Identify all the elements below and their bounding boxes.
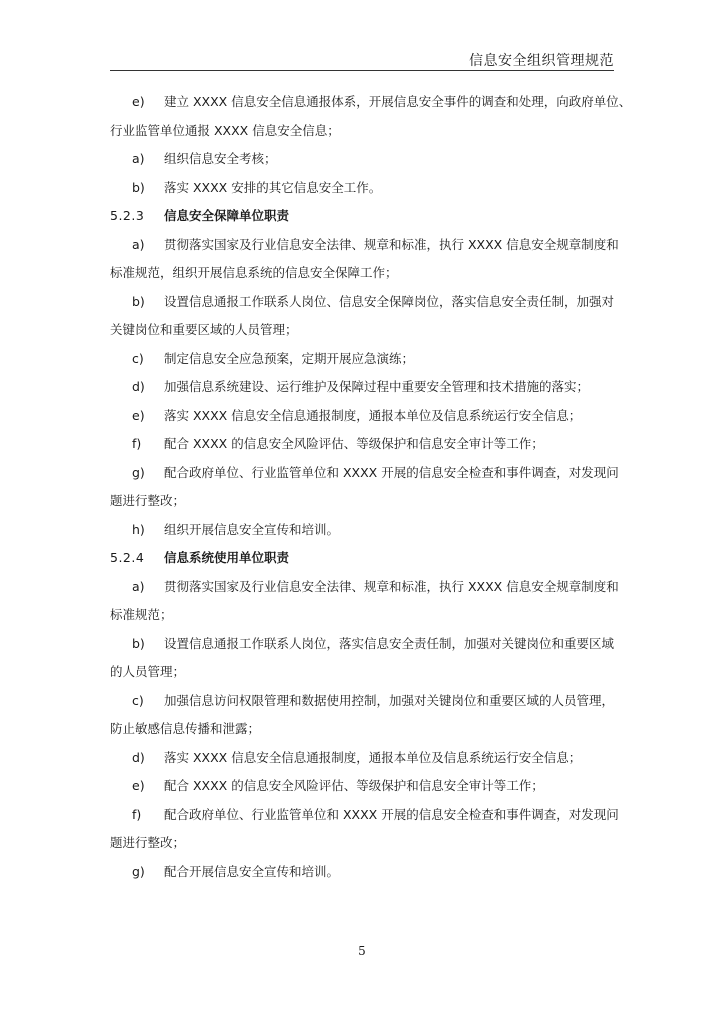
list-item [110, 402, 614, 431]
list-item-text: 配合开展信息安全宣传和培训。 [164, 863, 340, 879]
list-item-text: 建立 XXXX 信息安全信息通报体系，开展信息安全事件的调查和处理，向政府单位、 [164, 94, 632, 109]
list-marker: e) [132, 407, 145, 423]
list-item-text: 配合政府单位、行业监管单位和 XXXX 开展的信息安全检查和事件调查，对发现问 [164, 806, 619, 822]
section-number: 5.2.4 [110, 550, 145, 565]
list-marker: b) [132, 635, 145, 651]
list-item [110, 573, 619, 602]
list-marker: g) [132, 464, 145, 480]
list-item-text: 落实 XXXX 安排的其它信息安全工作。 [164, 179, 382, 195]
list-marker: d) [132, 379, 145, 394]
page-number: 5 [358, 944, 366, 958]
list-marker: a) [132, 151, 145, 166]
list-marker: d) [132, 749, 145, 765]
list-item [110, 288, 614, 317]
list-item-text: 配合政府单位、行业监管单位和 XXXX 开展的信息安全检查和事件调查，对发现问 [164, 464, 619, 480]
continuation-line: 行业监管单位通报 XXXX 信息安全信息； [110, 122, 340, 138]
list-item-text: 贯彻落实国家及行业信息安全法律、规章和标准，执行 XXXX 信息安全规章制度和 [164, 578, 619, 594]
list-marker: c) [132, 350, 144, 366]
section-title: 信息安全保障单位职责 [164, 208, 290, 223]
list-item [110, 174, 614, 203]
list-item-text: 落实 XXXX 信息安全信息通报制度，通报本单位及信息系统运行安全信息； [164, 749, 582, 765]
list-item [110, 345, 614, 374]
list-marker: b) [132, 293, 145, 309]
list-item [110, 430, 614, 459]
section-title: 信息系统使用单位职责 [164, 550, 290, 565]
list-item-text: 组织信息安全考核； [164, 151, 277, 166]
list-item [110, 630, 614, 659]
list-item-text: 加强信息访问权限管理和数据使用控制，加强对关键岗位和重要区域的人员管理， [164, 692, 615, 708]
continuation-line: 关键岗位和重要区域的人员管理； [110, 322, 298, 337]
list-marker: f) [132, 436, 142, 451]
list-marker: c) [132, 692, 144, 708]
page-header [110, 48, 614, 71]
list-marker: a) [132, 236, 145, 252]
list-item-text: 制定信息安全应急预案，定期开展应急演练； [164, 350, 415, 366]
list-item-text: 设置信息通报工作联系人岗位、信息安全保障岗位，落实信息安全责任制，加强对 [164, 293, 615, 309]
list-item [110, 88, 632, 117]
list-item-text: 设置信息通报工作联系人岗位，落实信息安全责任制，加强对关键岗位和重要区域 [164, 635, 615, 651]
list-item [110, 744, 614, 773]
continuation-line: 防止敏感信息传播和泄露； [110, 721, 261, 736]
section-number: 5.2.3 [110, 208, 145, 223]
continuation-line: 标准规范，组织开展信息系统的信息安全保障工作； [110, 265, 398, 280]
list-item-text: 配合 XXXX 的信息安全风险评估、等级保护和信息安全审计等工作； [164, 436, 544, 451]
list-item [110, 858, 614, 887]
list-marker: b) [132, 179, 145, 195]
continuation-line: 题进行整改； [110, 493, 186, 508]
list-item [110, 801, 619, 830]
continuation-line: 的人员管理； [110, 664, 186, 679]
list-item [110, 373, 614, 402]
document-body [110, 88, 632, 886]
list-item-text: 贯彻落实国家及行业信息安全法律、规章和标准，执行 XXXX 信息安全规章制度和 [164, 236, 619, 252]
continuation-line: 题进行整改； [110, 835, 186, 850]
list-item-text: 组织开展信息安全宣传和培训。 [164, 521, 340, 537]
list-item-text: 落实 XXXX 信息安全信息通报制度，通报本单位及信息系统运行安全信息； [164, 407, 582, 423]
list-item [110, 772, 614, 801]
list-item [110, 231, 619, 260]
list-item [110, 459, 619, 488]
list-item [110, 687, 614, 716]
continuation-line: 标准规范； [110, 607, 173, 622]
list-item-text: 加强信息系统建设、运行维护及保障过程中重要安全管理和技术措施的落实； [164, 379, 590, 394]
list-marker: h) [132, 521, 145, 537]
list-marker: f) [132, 806, 142, 822]
section-heading [110, 544, 614, 573]
list-item [110, 516, 614, 545]
header-title: 信息安全组织管理规范 [469, 53, 614, 69]
list-marker: e) [132, 778, 145, 793]
list-marker: e) [132, 94, 145, 109]
list-marker: g) [132, 863, 145, 879]
list-item [110, 145, 614, 174]
section-heading [110, 202, 614, 231]
list-item-text: 配合 XXXX 的信息安全风险评估、等级保护和信息安全审计等工作； [164, 778, 544, 793]
list-marker: a) [132, 578, 145, 594]
